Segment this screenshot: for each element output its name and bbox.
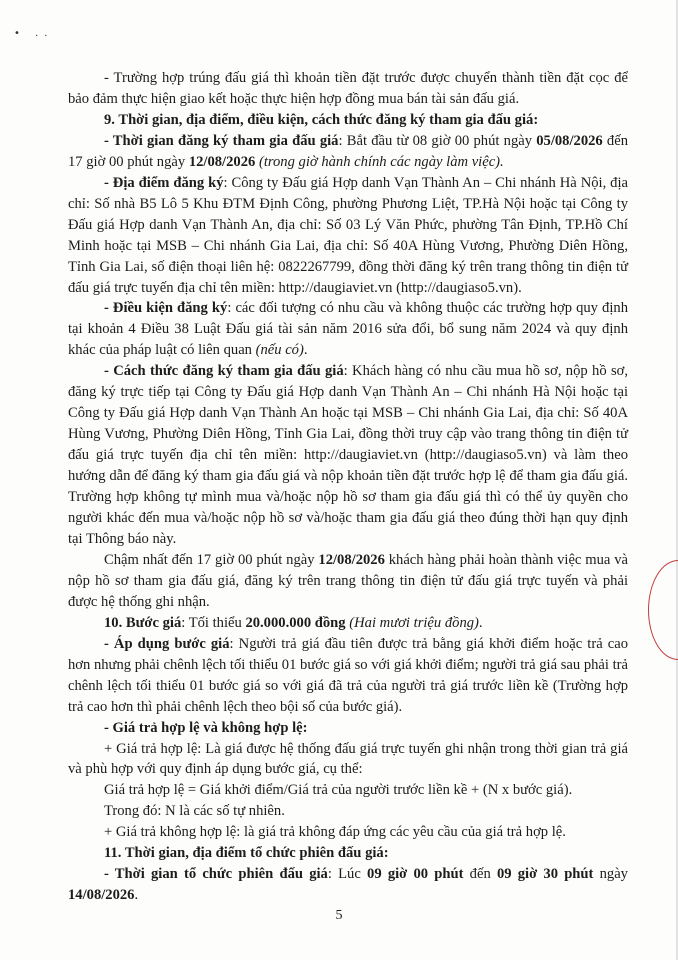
text-run: đến [463, 866, 497, 883]
text-run: + Giá trả hợp lệ: Là giá được hệ thống đấu giá trực tuyến ghi nhận trong thời gian trả giá và phù hợp với quy định áp dụng bước giá, cụ thể: [68, 740, 628, 778]
text-run: + Giá trả không hợp lệ: là giá trả không đáp ứng các yêu cầu của giá trả hợp lệ. [104, 824, 566, 841]
text-run: 09 giờ 00 phút [367, 866, 464, 883]
page-number: 5 [335, 908, 343, 923]
paragraph [68, 739, 628, 781]
text-run: . [134, 887, 139, 904]
paragraph [68, 822, 628, 843]
text-run: : Người trả giá đầu tiên được trả bằng giá khởi điểm hoặc trả cao hơn nhưng phải chênh lệch tối thiểu 01 bước giá so với giá khởi điểm; người trả giá sau phải trả chênh lệch tối thiểu 01 bước giá so với giá đã trả của người trả giá trước liền kề (Trường hợp trả cao hơn thì phải chênh lệch theo bội số của bước giá). [68, 635, 629, 715]
text-run: Trong đó: N là các số tự nhiên. [104, 803, 285, 820]
text-run: đến 17 giờ 00 phút ngày [68, 132, 628, 170]
paragraph [68, 131, 628, 173]
text-run: : Công ty Đấu giá Hợp danh Vạn Thành An – Chi nhánh Hà Nội, địa chỉ: Số nhà B5 Lô 5 Khu ĐTM Định Công, phường Phương Liệt, TP.Hà Nội hoặc tại Công ty Đấu giá Hợp danh Vạn Thành An, địa chỉ: Số 03 Lý Văn Phức, phường Tân Định, TP.Hồ Chí Minh hoặc tại MSB – Chi nhánh Gia Lai, địa chỉ: Số 40A Hùng Vương, Phường Diên Hồng, Tỉnh Gia Lai, số điện thoại liên hệ: 0822267799, đồng thời đăng ký trên trang thông tin điện tử đấu giá trực tuyến địa chỉ tên miền: http://daugiaviet.vn (http://daugiaso5.vn). [68, 174, 628, 296]
text-run: 11. Thời gian, địa điểm tổ chức phiên đấu giá: [104, 845, 389, 862]
paragraph [68, 68, 628, 110]
paragraph [68, 173, 628, 299]
paragraph [68, 298, 628, 361]
text-run: Giá trả hợp lệ = Giá khởi điểm/Giá trả của người trước liền kề + (N x bước giá). [104, 782, 573, 799]
paragraph [68, 361, 628, 550]
text-run: - Cách thức đăng ký tham gia đấu giá [104, 363, 344, 380]
paragraph [68, 613, 628, 634]
text-run: - Thời gian tổ chức phiên đấu giá [104, 866, 328, 883]
text-run: 12/08/2026 [188, 153, 256, 170]
text-run: - Áp dụng bước giá [104, 635, 230, 652]
document-body [68, 68, 628, 906]
text-run: 20.000.000 đồng [245, 614, 346, 631]
text-run: : Khách hàng có nhu cầu mua hồ sơ, nộp hồ sơ, đăng ký trực tiếp tại Công ty Đấu giá Hợp danh Vạn Thành An – Chi nhánh Hà Nội hoặc tại Công ty Đấu giá Hợp danh Vạn Thành An hoặc tại MSB – Chi nhánh Gia Lai, địa chỉ: Số 40A Hùng Vương, Phường Diên Hồng, Tỉnh Gia Lai, đồng thời truy cập vào trang thông tin điện tử đấu giá trực tuyến địa chỉ tên miền: http://daugiaviet.vn (http://daugiaso5.vn) và làm theo hướng dẫn để đăng ký tham gia đấu giá và nộp khoản tiền đặt trước hợp lệ để tham gia đấu giá. Trường hợp không tự mình mua và/hoặc nộp hồ sơ tham gia đấu giá thì có thể ủy quyền cho người khác đến mua và/hoặc nộp hồ sơ và/hoặc tham gia đấu giá theo đúng thời hạn quy định tại Thông báo này. [68, 363, 628, 547]
text-run: : các đối tượng có nhu cầu và không thuộc các trường hợp quy định tại khoản 4 Điều 38 Luật Đấu giá tài sản năm 2016 sửa đổi, bổ sung năm 2024 và quy định khác của pháp luật có liên quan [68, 300, 628, 359]
paragraph [68, 634, 628, 718]
paragraph [68, 801, 628, 822]
text-run: : Lúc [327, 866, 368, 883]
text-run: 10. Bước giá [104, 614, 182, 631]
text-run: ngày [593, 866, 628, 883]
text-run: . [478, 614, 483, 631]
scan-specks: • .. [14, 28, 54, 39]
paragraph [68, 718, 628, 739]
text-run: : Tối thiểu [181, 614, 246, 631]
text-run: (trong giờ hành chính các ngày làm việc). [258, 153, 504, 170]
text-run: 09 giờ 30 phút [496, 866, 594, 883]
text-run: - Địa điểm đăng ký [104, 174, 224, 191]
text-run: 05/08/2026 [536, 132, 603, 149]
paragraph [68, 110, 628, 131]
text-run: . [303, 342, 308, 359]
text-run: 14/08/2026 [68, 887, 135, 904]
paragraph [68, 843, 628, 864]
text-run: - Giá trả hợp lệ và không hợp lệ: [104, 719, 308, 736]
text-run: Chậm nhất đến 17 giờ 00 phút ngày [104, 551, 319, 568]
text-run: (nếu có) [255, 342, 304, 359]
text-run: 12/08/2026 [318, 551, 385, 568]
text-run: - Điều kiện đăng ký [104, 300, 228, 317]
text-run: - Thời gian đăng ký tham gia đấu giá [104, 132, 339, 149]
text-run: (Hai mươi triệu đồng) [349, 614, 479, 631]
paragraph [68, 780, 628, 801]
text-run: - Trường hợp trúng đấu giá thì khoản tiền đặt trước được chuyển thành tiền đặt cọc để bảo đảm thực hiện giao kết hoặc thực hiện hợp đồng mua bán tài sản đấu giá. [68, 70, 628, 107]
text-run: khách hàng phải hoàn thành việc mua và nộp hồ sơ tham gia đấu giá, đăng ký trên trang thông tin điện tử đấu giá trực tuyến và phải được hệ thống ghi nhận. [68, 551, 628, 610]
paragraph [68, 550, 628, 613]
paragraph [68, 864, 628, 906]
text-run: : Bắt đầu từ 08 giờ 00 phút ngày [338, 132, 537, 149]
red-seal-stamp [648, 560, 678, 660]
text-run: 9. Thời gian, địa điểm, điều kiện, cách thức đăng ký tham gia đấu giá: [104, 111, 539, 128]
